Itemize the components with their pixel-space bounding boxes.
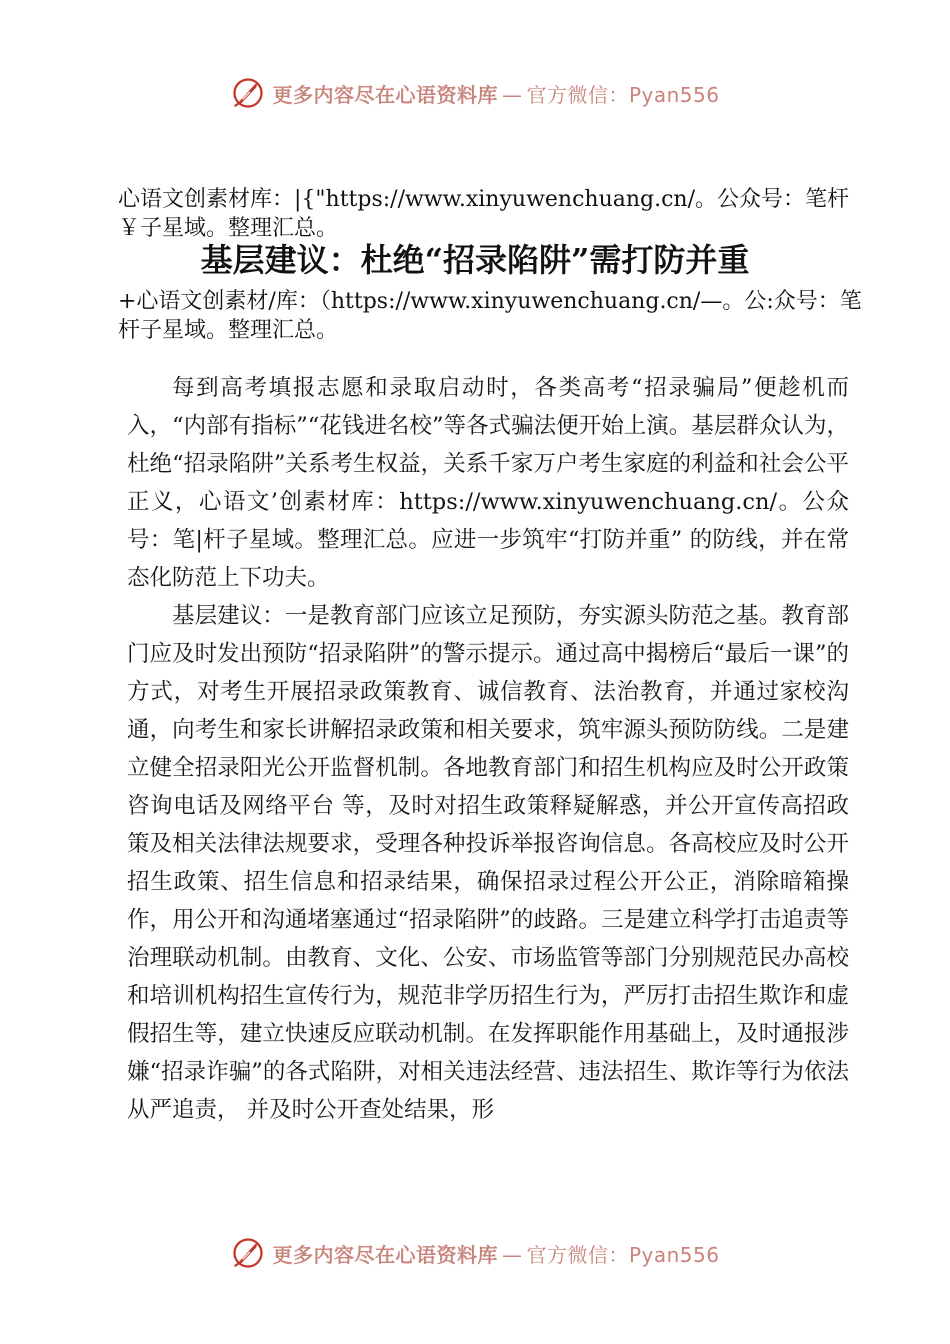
body-paragraph-1: 每到高考填报志愿和录取启动时，各类高考“招录骗局”便趁机而入，“内部有指标”“花钱进名校”等各式骗法便开始上演。基层群众认为，杜绝“招录陷阱”关系考生权益，关系千家万户考生家庭的利益和社会公平正义，心语文’创素材库：https://www.xinyuwenchuang.cn/。公众号：笔|杆子星域。整理汇总。应进一步筑牢“打防并重” 的防线，并在常态化防范上下功夫。 — [127, 375, 849, 591]
banner-separator: — — [501, 1242, 523, 1267]
document-body — [127, 369, 849, 1129]
header-banner — [0, 68, 950, 118]
quill-logo-icon — [230, 75, 266, 111]
banner-wechat-text: 官方微信：Pyan556 — [526, 1242, 720, 1267]
banner-separator: — — [501, 82, 523, 107]
document-title: 基层建议：杜绝“招录陷阱”需打防并重 — [200, 241, 750, 279]
quill-logo-icon — [230, 1235, 266, 1271]
banner-wechat-text: 官方微信：Pyan556 — [526, 82, 720, 107]
footer-banner — [0, 1228, 950, 1278]
body-paragraph-2: 基层建议：一是教育部门应该立足预防，夯实源头防范之基。教育部门应及时发出预防“招录陷阱”的警示提示。通过高中揭榜后“最后一课”的方式，对考生开展招录政策教育、诚信教育、法治教育，并通过家校沟通，向考生和家长讲解招录政策和相关要求，筑牢源头预防防线。二是建立健全招录阳光公开监督机制。各地教育部门和招生机构应及时公开政策咨询电话及网络平台 等，及时对招生政策释疑解惑，并公开宣传高招政策及相关法律法规要求，受理各种投诉举报咨询信息。各高校应及时公开招生政策、招生信息和招录结果，确保招录过程公开公正，消除暗箱操作，用公开和沟通堵塞通过“招录陷阱”的歧路。三是建立科学打击追责等治理联动机制。由教育、文化、公安、市场监管等部门分别规范民办高校和培训机构招生宣传行为，规范非学历招生行为，严厉打击招生欺诈和虚假招生等，建立快速反应联动机制。在发挥职能作用基础上，及时通报涉嫌“招录诈骗”的各式陷阱，对相关违法经营、违法招生、欺诈等行为依法从严追责， 并及时公开查处结果，形 — [127, 603, 849, 1123]
source-note-2: +心语文创素材/库：（https://www.xinyuwenchuang.cn/—。公:众号：笔杆子星域。整理汇总。 — [118, 289, 862, 343]
banner-text — [272, 1239, 719, 1268]
banner-main-text: 更多内容尽在心语资料库 — [272, 82, 498, 107]
banner-main-text: 更多内容尽在心语资料库 — [272, 1242, 498, 1267]
source-note-1: 心语文创素材库：|{"https://www.xinyuwenchuang.cn/。公众号：笔杆￥子星域。整理汇总。 — [118, 187, 850, 241]
banner-text — [272, 79, 719, 108]
